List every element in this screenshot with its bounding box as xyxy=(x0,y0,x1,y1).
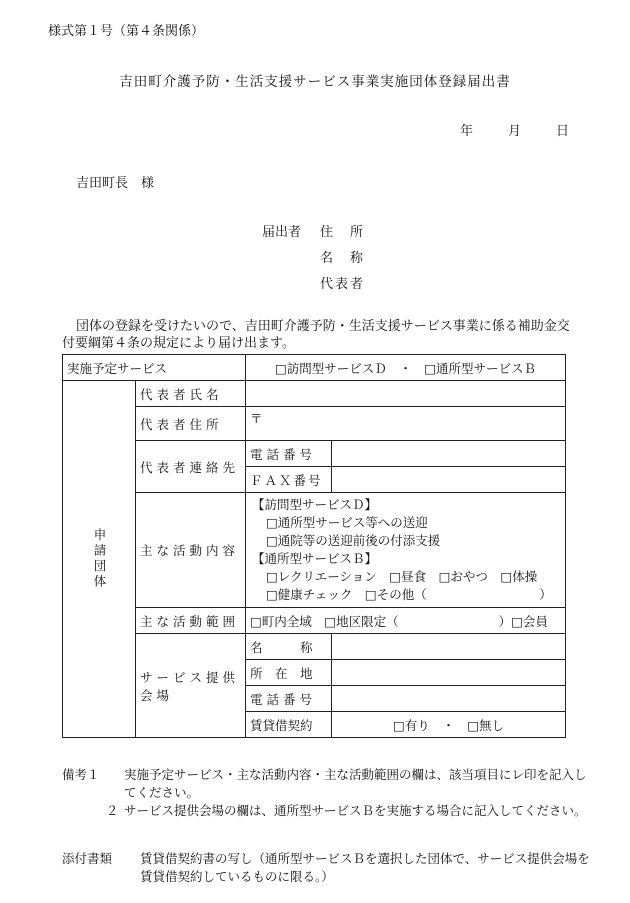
attachments-text: 賃貸借契約書の写し（通所型サービスＢを選択した団体で、サービス提供会場を賃貸借契約しているものに限る。） xyxy=(140,851,590,884)
venue-location-label: 所 在 地 xyxy=(246,660,332,686)
lease-options[interactable]: □有り ・ □無し xyxy=(332,712,566,738)
addressee: 吉田町長 様 xyxy=(76,176,155,191)
date-month: 月 xyxy=(508,124,522,139)
activity-options-row2[interactable]: □健康チェック □その他（ ） xyxy=(266,587,552,602)
date-year: 年 xyxy=(460,124,474,139)
notes-block xyxy=(62,766,592,820)
planned-service-label: 実施予定サービス xyxy=(63,355,246,381)
venue-name-label: 名 称 xyxy=(246,634,332,660)
document-title: 吉田町介護予防・生活支援サービス事業実施団体登録届出書 xyxy=(119,74,511,90)
venue-location-field[interactable] xyxy=(332,660,566,686)
submitter-label: 届出者 xyxy=(262,225,302,240)
fax-field[interactable] xyxy=(332,467,566,493)
postal-mark: 〒 xyxy=(250,411,263,426)
applicant-group-label: 申請団体 xyxy=(63,381,136,738)
activity-option-escort[interactable]: □通院等の送迎前後の付添支援 xyxy=(266,533,441,548)
activity-heading-d: 【訪問型サービスＤ】 xyxy=(252,497,378,512)
activities-field[interactable] xyxy=(246,493,566,608)
notes-lead: 備考１ xyxy=(62,767,100,782)
phone-label: 電話番号 xyxy=(246,441,332,467)
phone-field[interactable] xyxy=(332,441,566,467)
venue-label: サービス提供会場 xyxy=(136,634,246,738)
activity-option-transport[interactable]: □通所型サービス等への送迎 xyxy=(266,515,428,530)
date-day: 日 xyxy=(556,124,570,139)
activity-heading-b: 【通所型サービスＢ】 xyxy=(252,551,378,566)
note-number-2: ２ xyxy=(106,803,119,818)
rep-name-label: 代表者氏名 xyxy=(136,381,246,407)
note-item-2: サービス提供会場の欄は、通所型サービスＢを実施する場合に記入してください。 xyxy=(124,803,587,818)
form-number: 様式第１号（第４条関係） xyxy=(48,24,205,39)
rep-contact-label: 代表者連絡先 xyxy=(136,441,246,493)
venue-name-field[interactable] xyxy=(332,634,566,660)
registration-table xyxy=(62,354,566,738)
rep-address-field[interactable] xyxy=(246,407,566,441)
venue-phone-label: 電話番号 xyxy=(246,686,332,712)
scope-label: 主な活動範囲 xyxy=(136,608,246,634)
submitter-representative-label: 代表者 xyxy=(320,277,366,292)
date-line xyxy=(460,120,569,139)
rep-name-field[interactable] xyxy=(246,381,566,407)
submitter-block xyxy=(262,220,380,298)
attachments-block xyxy=(62,850,592,886)
fax-label: ＦＡＸ番号 xyxy=(246,467,332,493)
submitter-name-label: 名 称 xyxy=(320,251,366,266)
attachments-lead: 添付書類 xyxy=(62,851,113,866)
rep-address-label: 代表者住所 xyxy=(136,407,246,441)
planned-service-options[interactable]: □訪問型サービスＤ ・ □通所型サービスＢ xyxy=(246,355,566,381)
venue-phone-field[interactable] xyxy=(332,686,566,712)
note-item-1: 実施予定サービス・主な活動内容・主な活動範囲の欄は、該当項目にレ印を記入してください。 xyxy=(124,767,587,800)
activities-label: 主な活動内容 xyxy=(136,493,246,608)
lease-label: 賃貸借契約 xyxy=(246,712,332,738)
submitter-address-label: 住 所 xyxy=(320,225,366,240)
scope-options[interactable]: □町内全域 □地区限定（ ）□会員 xyxy=(246,608,566,634)
activity-options-row1[interactable]: □レクリエーション □昼食 □おやつ □体操 xyxy=(266,569,538,584)
intro-text: 団体の登録を受けたいので、吉田町介護予防・生活支援サービス事業に係る補助金交付要綱第４条の規定により届け出ます。 xyxy=(62,319,570,351)
